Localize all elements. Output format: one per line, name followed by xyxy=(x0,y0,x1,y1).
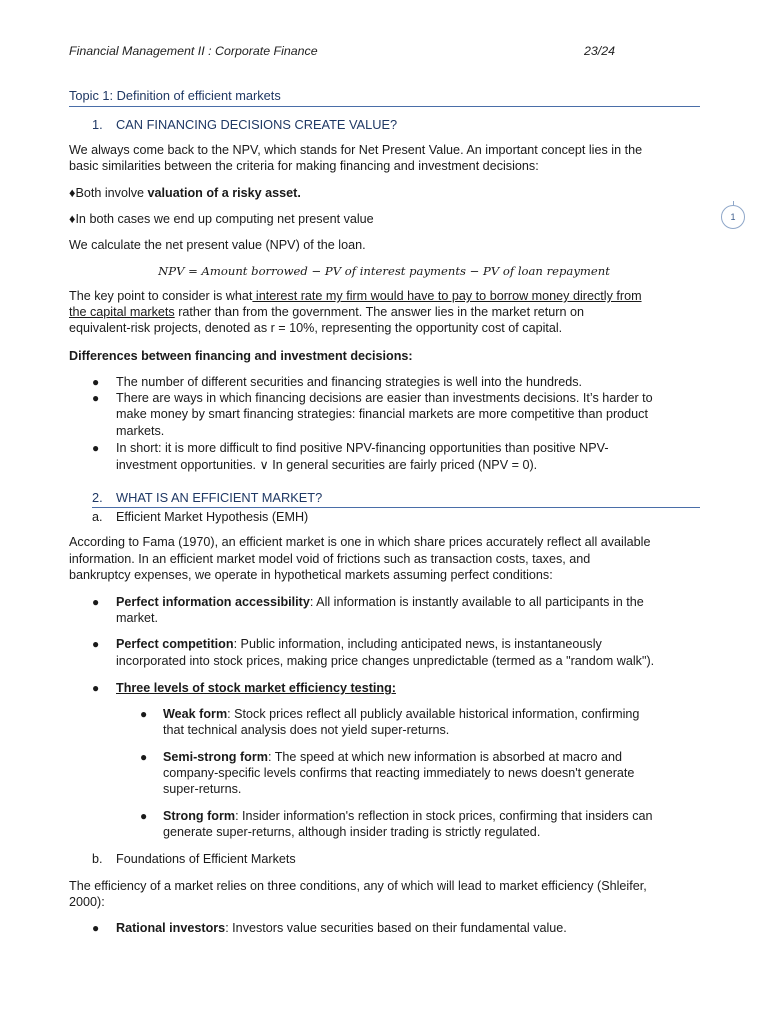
subsection-b-title: Foundations of Efficient Markets xyxy=(116,852,296,866)
bullet-dot-icon: ● xyxy=(92,921,100,935)
rational-investors-term: Rational investors xyxy=(116,921,226,935)
differences-heading: Differences between financing and investment decisions: xyxy=(69,349,413,363)
difference-item-1: The number of different securities and financing strategies is well into the hundreds. xyxy=(116,375,582,389)
running-header-title: Financial Management II : Corporate Finance xyxy=(69,44,318,58)
bullet-dot-icon: ● xyxy=(92,637,100,651)
strong-form-item xyxy=(163,808,653,825)
key-point-underlined: interest rate my firm would have to pay to borrow money directly from xyxy=(252,289,642,303)
weak-form-line-2: that technical analysis does not yield super-returns. xyxy=(163,723,450,737)
section1-number: 1. xyxy=(92,117,103,132)
bullet-dot-icon: ● xyxy=(92,681,100,695)
key-point-line-3: equivalent-risk projects, denoted as r = 10%, representing the opportunity cost of capital. xyxy=(69,321,563,335)
diamond-bullet-icon: ♦ xyxy=(69,212,76,226)
strong-form-text: : Insider information's reflection in stock prices, confirming that insiders can xyxy=(235,809,653,823)
fama-line-1: According to Fama (1970), an efficient market is one in which share prices accurately reflect all available xyxy=(69,535,651,549)
fama-line-3: bankruptcy expenses, we operate in hypothetical markets assuming perfect conditions: xyxy=(69,568,553,582)
perfect-competition-text: : Public information, including anticipated news, is instantaneously xyxy=(233,637,602,651)
key-point-underlined: the capital markets xyxy=(69,305,175,319)
diamond-bullet-icon: ♦ xyxy=(69,186,76,200)
bullet-dot-icon: ● xyxy=(92,595,100,609)
semi-strong-form-text: : The speed at which new information is absorbed at macro and xyxy=(267,750,622,764)
shleifer-line-2: 2000): xyxy=(69,895,105,909)
key-point-text: rather than from the government. The answer lies in the market return on xyxy=(174,305,584,319)
difference-item-3-line-2: investment opportunities. ∨ In general securities are fairly priced (NPV = 0). xyxy=(116,458,538,472)
bullet-dot-icon: ● xyxy=(140,707,148,721)
npv-intro-line: We calculate the net present value (NPV) of the loan. xyxy=(69,238,366,252)
semi-strong-form-term: Semi-strong form xyxy=(163,750,268,764)
fama-line-2: information. In an efficient market model void of frictions such as transaction costs, taxes, and xyxy=(69,552,591,566)
strong-form-term: Strong form xyxy=(163,809,236,823)
bullet2-text: In both cases we end up computing net present value xyxy=(75,212,374,226)
page-number-marker: 1 xyxy=(721,205,745,229)
section1-title: CAN FINANCING DECISIONS CREATE VALUE? xyxy=(116,117,398,132)
perfect-information-line-2: market. xyxy=(116,611,158,625)
bullet-dot-icon: ● xyxy=(92,391,100,405)
perfect-competition-line-2: incorporated into stock prices, making price changes unpredictable (termed as a "random walk"). xyxy=(116,654,655,668)
perfect-information-term: Perfect information accessibility xyxy=(116,595,310,609)
weak-form-term: Weak form xyxy=(163,707,228,721)
bullet1-bold-text: valuation of a risky asset. xyxy=(147,186,301,200)
difference-item-3-line-1: In short: it is more difficult to find positive NPV-financing opportunities than positive NPV- xyxy=(116,441,609,455)
semi-strong-form-line-3: super-returns. xyxy=(163,782,242,796)
subsection-a-letter: a. xyxy=(92,510,103,524)
perfect-information-item xyxy=(116,594,644,611)
section2-title: WHAT IS AN EFFICIENT MARKET? xyxy=(116,490,323,505)
semi-strong-form-item xyxy=(163,749,622,766)
weak-form-item xyxy=(163,706,639,723)
npv-formula: NPV = Amount borrowed − PV of interest payments − PV of loan repayment xyxy=(158,264,610,278)
bullet1-text: Both involve xyxy=(75,186,148,200)
efficiency-levels-heading: Three levels of stock market efficiency testing: xyxy=(116,681,396,695)
perfect-competition-term: Perfect competition xyxy=(116,637,234,651)
running-header-year: 23/24 xyxy=(584,44,616,58)
bullet-dot-icon: ● xyxy=(140,809,148,823)
intro-line-2: basic similarities between the criteria for making financing and investment decisions: xyxy=(69,159,539,173)
bullet-dot-icon: ● xyxy=(140,750,148,764)
diamond-bullet-2 xyxy=(69,211,701,228)
rational-investors-item xyxy=(116,920,567,937)
bullet-dot-icon: ● xyxy=(92,441,100,455)
intro-line-1: We always come back to the NPV, which stands for Net Present Value. An important concept lies in the xyxy=(69,143,643,157)
difference-item-2-line-2: make money by smart financing strategies: financial markets are more competitive than product xyxy=(116,407,648,421)
rational-investors-text: : Investors value securities based on their fundamental value. xyxy=(225,921,567,935)
difference-item-2-line-1: There are ways in which financing decisions are easier than investments decisions. It’s harder to xyxy=(116,391,653,405)
perfect-information-text: : All information is instantly available to all participants in the xyxy=(309,595,644,609)
section2-number: 2. xyxy=(92,490,103,505)
semi-strong-form-line-2: company-specific levels confirms that reacting immediately to news doesn't generate xyxy=(163,766,635,780)
shleifer-line-1: The efficiency of a market relies on three conditions, any of which will lead to market efficiency (Shleifer, xyxy=(69,879,647,893)
key-point-text: The key point to consider is what xyxy=(69,289,253,303)
diamond-bullet-1 xyxy=(69,185,701,202)
bullet-dot-icon: ● xyxy=(92,375,100,389)
key-point-line-1 xyxy=(69,288,701,305)
subsection-b-letter: b. xyxy=(92,852,103,866)
key-point-line-2 xyxy=(69,304,701,321)
difference-item-2-line-3: markets. xyxy=(116,424,165,438)
subsection-a-title: Efficient Market Hypothesis (EMH) xyxy=(116,510,309,524)
topic-title: Topic 1: Definition of efficient markets xyxy=(69,88,700,107)
weak-form-text: : Stock prices reflect all publicly available historical information, confirming xyxy=(227,707,640,721)
strong-form-line-2: generate super-returns, although insider trading is strictly regulated. xyxy=(163,825,541,839)
perfect-competition-item xyxy=(116,636,602,653)
